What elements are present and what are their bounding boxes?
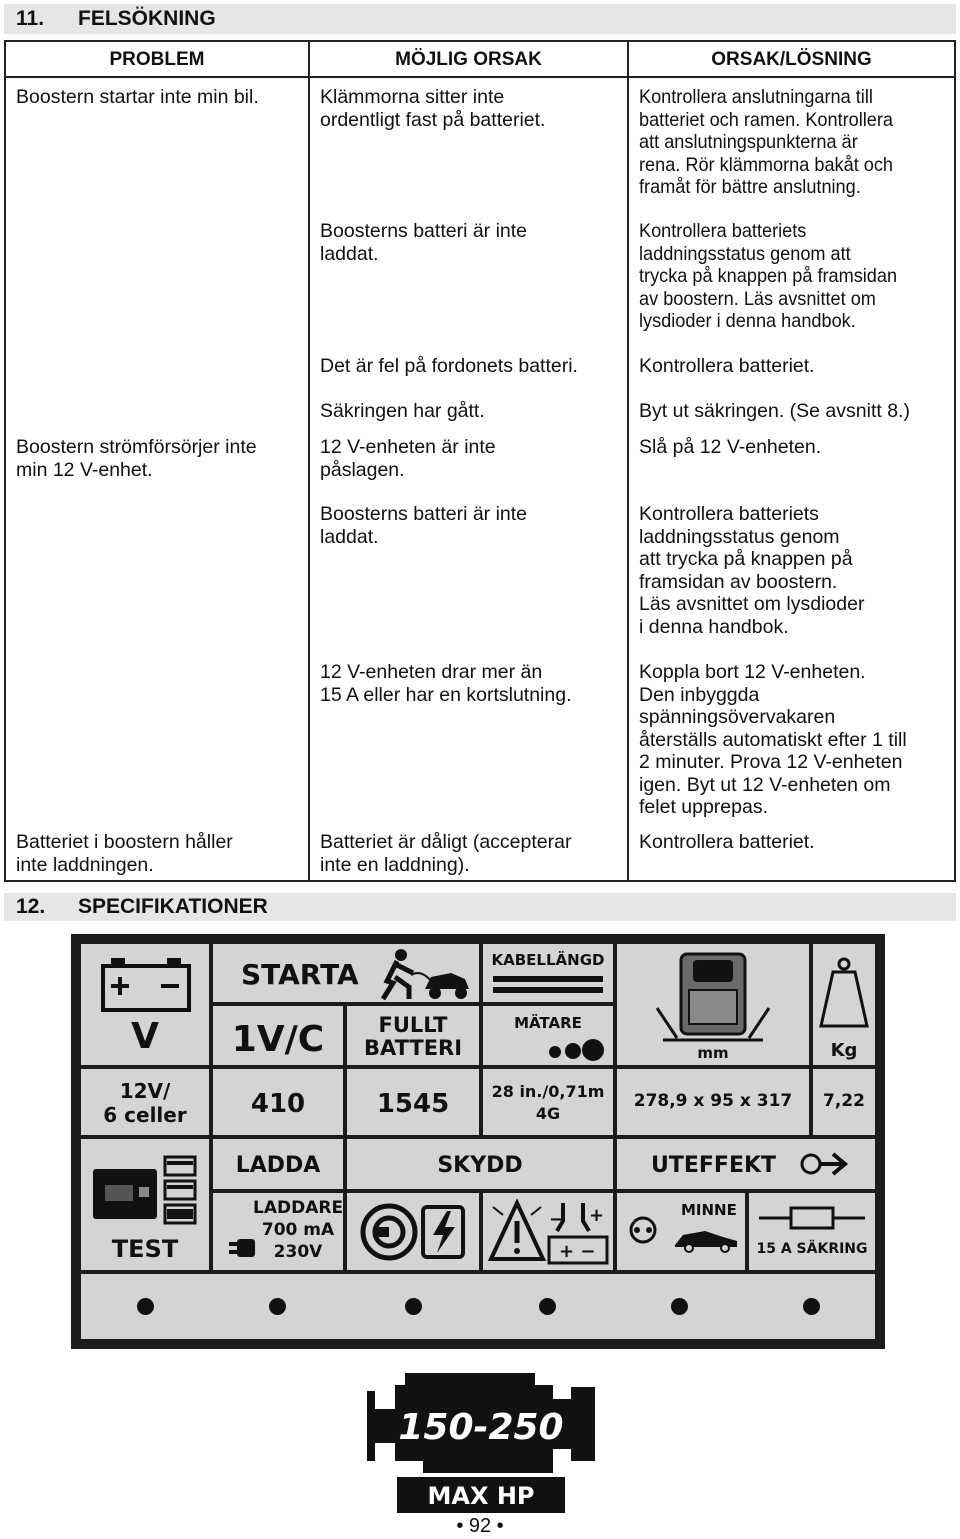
engine-max-hp: MAX HP <box>427 1482 535 1510</box>
header-solution: ORSAK/LÖSNING <box>711 49 872 70</box>
feature-dot <box>539 1298 556 1315</box>
dimensions-value-cell <box>617 1069 809 1135</box>
cause-cell: 12 V-enheten drar mer än 15 A eller har en kortslutning. <box>320 661 572 706</box>
cause-cell: Batteriet är dåligt (accepterar inte en laddning). <box>320 831 572 876</box>
dimensions-cell <box>617 944 809 1065</box>
jump-start-car-icon <box>373 947 473 1001</box>
feature-dot <box>137 1298 154 1315</box>
full-value-cell <box>347 1069 479 1135</box>
starta-label: STARTA <box>241 958 359 991</box>
car-icon <box>671 1227 741 1253</box>
test-label: TEST <box>111 1235 179 1263</box>
battery-voltage-cell <box>81 944 209 1065</box>
starta-cell <box>213 944 479 1002</box>
volt-label: V <box>131 1016 159 1057</box>
feature-dot <box>269 1298 286 1315</box>
mm-label: mm <box>697 1044 729 1062</box>
gauge-cell <box>483 1006 613 1065</box>
v-per-cell-cell <box>213 1006 343 1065</box>
section-title: FELSÖKNING <box>78 7 216 30</box>
header-cause: MÖJLIG ORSAK <box>395 49 542 70</box>
column-divider <box>308 42 310 880</box>
feature-dot <box>671 1298 688 1315</box>
battery-value-cell <box>81 1069 209 1135</box>
test-cell <box>81 1139 209 1270</box>
cable-length-cell <box>483 944 613 1002</box>
solution-cell: Slå på 12 V-enheten. <box>639 436 822 458</box>
skydd-label: SKYDD <box>437 1153 523 1178</box>
feature-dot <box>405 1298 422 1315</box>
kg-label: Kg <box>830 1040 858 1061</box>
feature-dots-row <box>81 1274 875 1339</box>
test-display-icon <box>91 1153 201 1227</box>
ladda-label: LADDA <box>235 1153 321 1178</box>
problem-cell: Boostern strömförsörjer inte min 12 V-enhet. <box>16 436 257 481</box>
svg-text:+: + <box>589 1205 605 1226</box>
charger-cell <box>213 1193 343 1270</box>
cause-cell: 12 V-enheten är inte påslagen. <box>320 436 496 481</box>
solution-cell: Kontrollera batteriet. <box>639 831 815 853</box>
problem-cell: Batteriet i boostern håller inte laddningen. <box>16 831 233 876</box>
solution-cell: Kontrollera anslutningarna till batteriet och ramen. Kontrollera att anslutningspunkterna är rena. Rör klämmorna bakåt och framåt för bättre anslutning. <box>639 86 894 198</box>
header-divider <box>6 76 954 78</box>
memory-cell <box>617 1193 745 1270</box>
cable-length-label: KABELLÄNGD <box>491 951 605 969</box>
v-per-cell-label: 1V/C <box>231 1019 325 1060</box>
svg-text:−: − <box>549 1209 565 1230</box>
cause-cell: Säkringen har gått. <box>320 400 485 422</box>
warning-polarity-icon <box>487 1199 609 1265</box>
weight-icon <box>819 956 869 1030</box>
problem-cell: Boostern startar inte min bil. <box>16 86 259 108</box>
section-11-header <box>4 4 956 34</box>
section-number: 11. <box>16 7 45 30</box>
cause-cell: Klämmorna sitter inte ordentligt fast på batteriet. <box>320 86 546 131</box>
solution-cell: Byt ut säkringen. (Se avsnitt 8.) <box>639 400 910 422</box>
ladda-header-cell <box>213 1139 343 1189</box>
section-12-header <box>4 893 956 921</box>
cause-cell: Det är fel på fordonets batteri. <box>320 355 578 377</box>
battery-value: 12V/ 6 celler <box>103 1079 187 1127</box>
uteffekt-header-cell <box>617 1139 875 1189</box>
cause-cell: Boosterns batteri är inte laddat. <box>320 220 528 265</box>
full-battery-label: FULLT BATTERI <box>363 1013 463 1060</box>
specifications-chart <box>71 934 885 1349</box>
page-number: • 92 • <box>456 1515 504 1537</box>
protection-icons-cell <box>347 1193 479 1270</box>
fuse-icon <box>757 1205 867 1231</box>
minne-label: MINNE <box>681 1201 737 1219</box>
weight-value: 7,22 <box>823 1091 865 1111</box>
full-value: 1545 <box>376 1089 450 1119</box>
section-title: SPECIFIKATIONER <box>78 895 268 918</box>
amps-value-cell <box>213 1069 343 1135</box>
outlet-icon <box>625 1215 661 1245</box>
uteffekt-label: UTEFFEKT <box>651 1153 777 1178</box>
solution-cell: Kontrollera batteriets laddningsstatus genom att trycka på knappen på framsidan av boostern. Läs avsnittet om lysdioder i denna handbok. <box>639 503 865 638</box>
cable-length-icon <box>491 974 605 996</box>
thermal-protection-icon <box>357 1201 469 1263</box>
amps-value: 410 <box>250 1089 306 1119</box>
section-number: 12. <box>16 895 46 918</box>
solution-cell: Kontrollera batteriet. <box>639 355 815 377</box>
gauge-icon <box>547 1038 607 1062</box>
charger-label: LADDARE 700 mA 230V <box>253 1198 343 1262</box>
engine-range: 150-250 <box>398 1407 564 1448</box>
svg-text:+ −: + − <box>559 1241 596 1262</box>
reverse-polarity-cell <box>483 1193 613 1270</box>
troubleshooting-table <box>4 40 956 882</box>
booster-device-icon <box>653 948 773 1044</box>
engine-hp-badge <box>365 1365 597 1515</box>
full-battery-cell <box>347 1006 479 1065</box>
gauge-label: MÄTARE <box>514 1014 582 1032</box>
solution-cell: Kontrollera batteriets laddningsstatus genom att trycka på knappen på framsidan av boostern. Läs avsnittet om lysdioder i denna handbok. <box>639 220 898 332</box>
fuse-cell <box>749 1193 875 1270</box>
column-divider <box>627 42 629 880</box>
solution-cell: Koppla bort 12 V-enheten. Den inbyggda spänningsövervakaren återställs automatiskt efter 1 till 2 minuter. Prova 12 V-enheten igen. Byt ut 12 V-enheten om felet upprepas. <box>639 661 907 818</box>
header-problem: PROBLEM <box>109 49 205 70</box>
cable-value: 28 in./0,71m 4G <box>491 1082 605 1123</box>
dimensions-value: 278,9 x 95 x 317 <box>633 1091 793 1111</box>
fuse-label: 15 A SÄKRING <box>756 1241 868 1257</box>
weight-value-cell <box>813 1069 875 1135</box>
output-arrow-icon <box>799 1149 849 1179</box>
skydd-header-cell <box>347 1139 613 1189</box>
feature-dot <box>803 1298 820 1315</box>
battery-icon <box>101 956 191 1014</box>
cause-cell: Boosterns batteri är inte laddat. <box>320 503 528 548</box>
cable-value-cell <box>483 1069 613 1135</box>
weight-cell <box>813 944 875 1065</box>
